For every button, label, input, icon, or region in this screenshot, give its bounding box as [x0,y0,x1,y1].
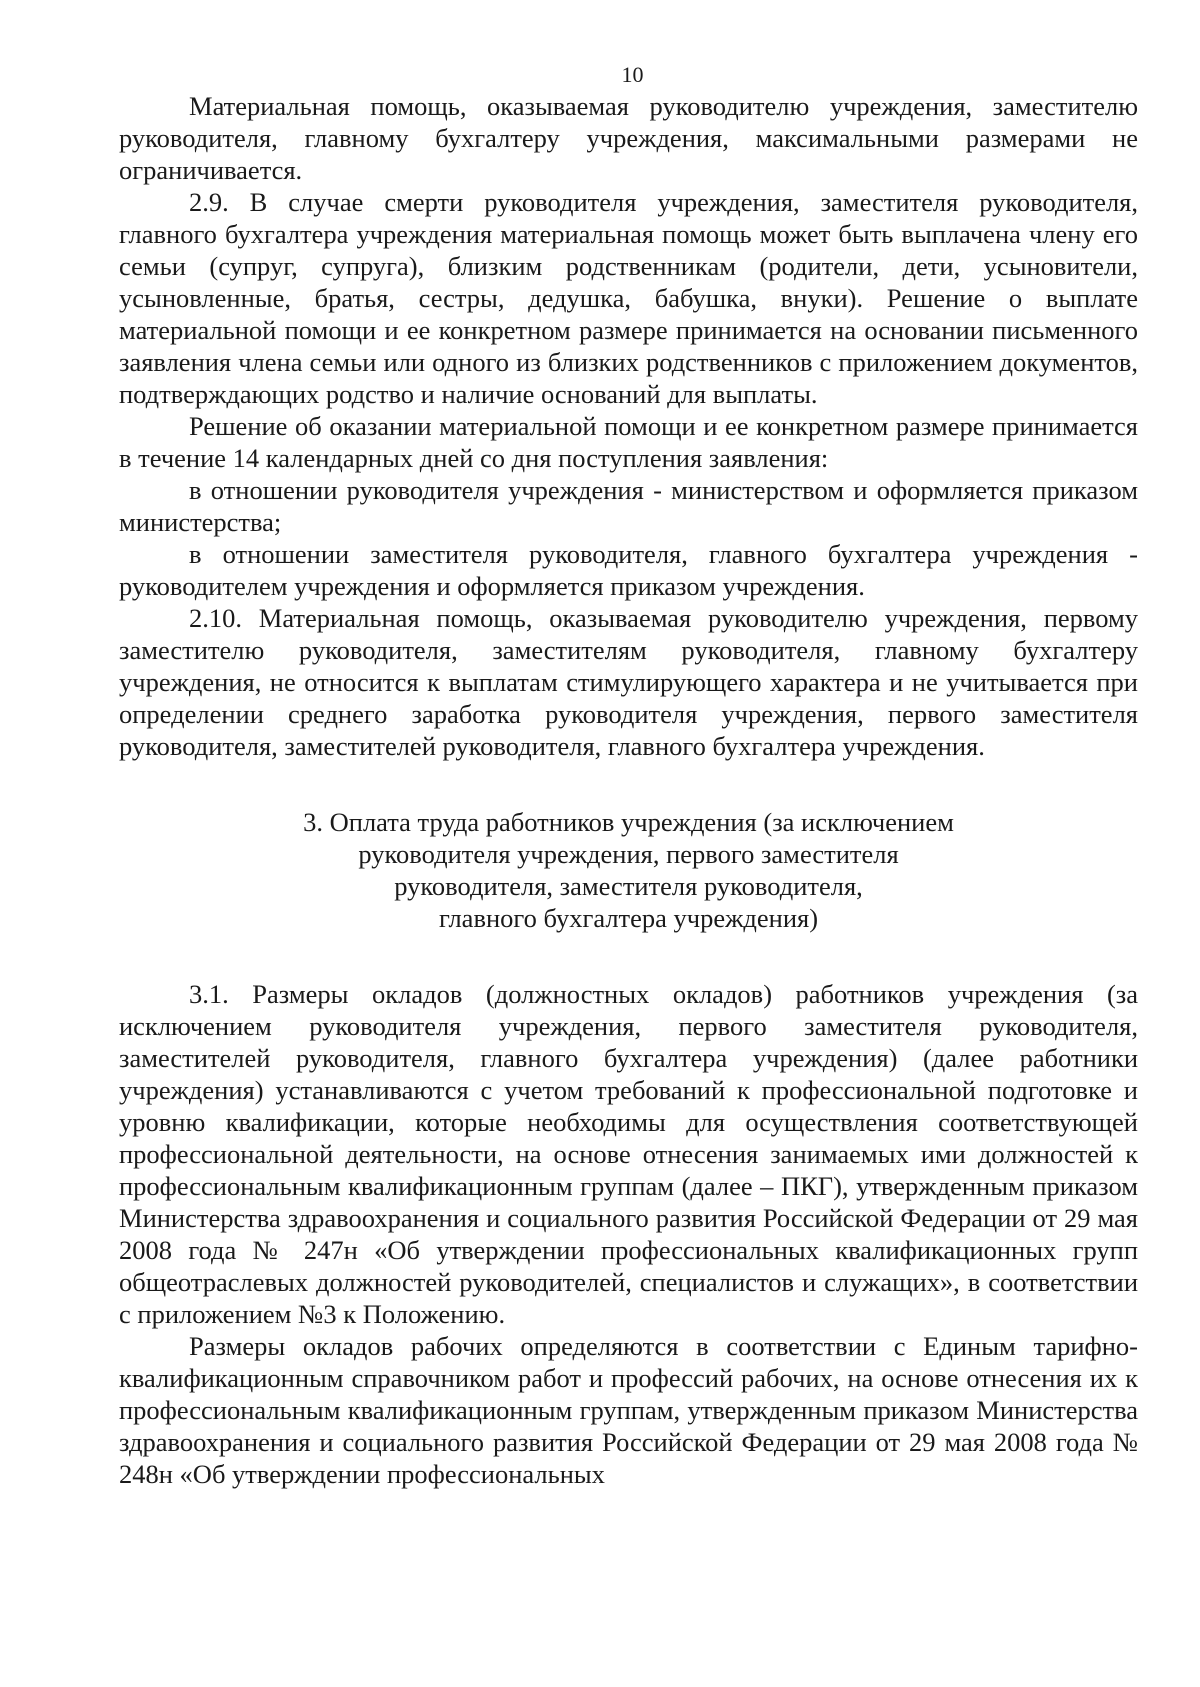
paragraph-head-of-institution: в отношении руководителя учреждения - министерством и оформляется приказом министерства; [119,475,1138,537]
paragraph-decision-term: Решение об оказании материальной помощи и ее конкретном размере принимается в течение 14 календарных дней со дня поступления заявления: [119,411,1138,473]
paragraph-workers-salaries: Размеры окладов рабочих определяются в соответствии с Единым тарифно-квалификационным справочником работ и профессий рабочих, на основе отнесения их к профессиональным квалификационным группам, утвержденным приказом Министерства здравоохранения и социального развития Российской Федерации от 29 мая 2008 года № 248н «Об утверждении профессиональных [119,1331,1138,1489]
paragraph-2-9: 2.9. В случае смерти руководителя учреждения, заместителя руководителя, главного бухгалтера учреждения материальная помощь может быть выплачена члену его семьи (супруг, супруга), близким родственникам (родители, дети, усыновители, усыновленные, братья, сестры, дедушка, бабушка, внуки). Решение о выплате материальной помощи и ее конкретном размере принимается на основании письменного заявления члена семьи или одного из близких родственников с приложением документов, подтверждающих родство и наличие оснований для выплаты. [119,187,1138,409]
page-number: 10 [621,62,644,87]
paragraph-material-aid-limits: Материальная помощь, оказываемая руководителю учреждения, заместителю руководителя, главному бухгалтеру учреждения, максимальными размерами не ограничивается. [119,91,1138,185]
section-3-heading [119,806,1138,934]
section-3-heading-line: руководителя, заместителя руководителя, [394,871,863,901]
paragraph-3-1: 3.1. Размеры окладов (должностных окладов) работников учреждения (за исключением руководителя учреждения, первого заместителя руководителя, заместителей руководителя, главного бухгалтера учреждения) (далее работники учреждения) устанавливаются с учетом требований к профессиональной подготовке и уровню квалификации, которые необходимы для осуществления соответствующей профессиональной деятельности, на основе отнесения занимаемых ими должностей к профессиональным квалификационным группам (далее – ПКГ), утвержденным приказом Министерства здравоохранения и социального развития Российской Федерации от 29 мая 2008 года № 247н «Об утверждении профессиональных квалификационных групп общеотраслевых должностей руководителей, специалистов и служащих», в соответствии с приложением №3 к Положению. [119,979,1138,1329]
section-3-heading-line: главного бухгалтера учреждения) [438,903,819,933]
paragraph-2-10: 2.10. Материальная помощь, оказываемая руководителю учреждения, первому заместителю руководителя, заместителям руководителя, главному бухгалтеру учреждения, не относится к выплатам стимулирующего характера и не учитывается при определении среднего заработка руководителя учреждения, первого заместителя руководителя, заместителей руководителя, главного бухгалтера учреждения. [119,603,1138,761]
paragraph-deputy-accountant: в отношении заместителя руководителя, главного бухгалтера учреждения - руководителем учреждения и оформляется приказом учреждения. [119,539,1138,601]
section-3-heading-line: руководителя учреждения, первого заместителя [358,839,899,869]
section-3-heading-line: 3. Оплата труда работников учреждения (за исключением [303,807,954,837]
